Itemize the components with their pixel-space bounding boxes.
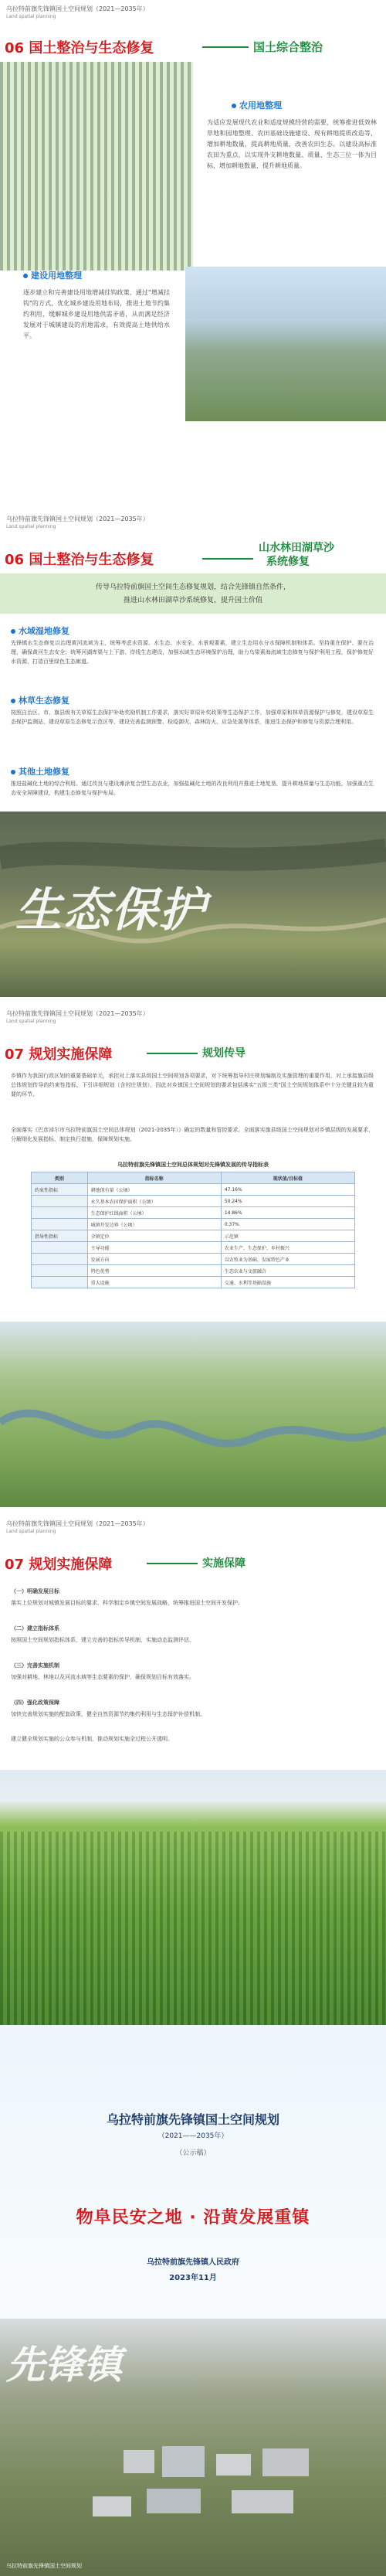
table-cell: 重大设施: [87, 1277, 221, 1288]
page-2: [0, 510, 386, 1005]
heading-label: 水域湿地修复: [19, 626, 69, 636]
table-cell: 永久基本农田保护面积（公顷）: [87, 1196, 221, 1207]
table-cell: 以农牧业为基础、发展特色产业: [221, 1254, 354, 1265]
cover-slogan: 物阜民安之地 · 沿黄发展重镇: [76, 2208, 310, 2227]
section-heading: [11, 624, 69, 637]
table-row: [32, 1196, 355, 1207]
table-header: 指标名称: [87, 1172, 221, 1184]
bullet-icon: [11, 770, 15, 774]
bullet-icon: [11, 699, 15, 703]
indicator-table: [31, 1172, 355, 1288]
table-row: [32, 1277, 355, 1288]
subheading: （一）明确发展目标: [11, 1588, 59, 1594]
bullet-icon: [23, 274, 28, 278]
header-title: 乌拉特前旗先锋镇国土空间规划（2021—2035年）: [6, 516, 149, 522]
divider: [202, 558, 253, 560]
table-title: 乌拉特前旗先锋镇国土空间总体规划对先锋镇发展的传导指标表: [117, 1162, 269, 1168]
table-cell: [32, 1254, 88, 1265]
table-cell: 生态农业与文旅融合: [221, 1265, 354, 1277]
bullet-icon: [11, 629, 15, 634]
body-text-1: 乡镇作为我国行政区划的重要基础单元，承担对上落实县级国土空间规划各项要求，对下统筹指导村庄规划编制及实施管理的重要作用，对上承接旗县级总体规划传导的约束性指标，下引详细规划（含村庄规划），因此对乡镇国土空间规划的要求包括落实"五级三类"国土空间规划体系中十分关键且较为重要的环节。: [11, 1073, 374, 1097]
body-text: 落实上位规划对城镇发展目标的要求，科学制定乡镇空间发展战略，统筹推进国土空间开发保护。: [11, 1600, 243, 1606]
section-heading: [11, 694, 69, 706]
section-text: 逐步建立和完善建设用地增减挂钩政策，通过"增减挂钩"的方式，优化城乡建设用地布局，推进土地节约集约利用，缓解城乡建设用地供需矛盾，从而满足经济发展对于城镇建设的用地需求，有效提高土地供给水平。: [23, 289, 170, 339]
cover-years: （2021——2035年）: [157, 2132, 229, 2140]
header-subtitle: Land spatial planning: [6, 1529, 56, 1534]
table-cell: 交通、水利等基础设施: [221, 1277, 354, 1288]
body-text: 建立健全规划实施的公众参与机制，推动规划实施全过程公开透明。: [11, 1736, 173, 1742]
heading-label: 建设用地整理: [31, 271, 82, 281]
table-header: 类别: [32, 1172, 88, 1184]
page-1: [0, 0, 386, 510]
table-row: [32, 1265, 355, 1277]
cover-date: 2023年11月: [169, 2274, 217, 2282]
overlay-title: 生态保护: [15, 883, 207, 938]
table-row: [32, 1242, 355, 1254]
table-cell: [32, 1242, 88, 1254]
table-row: [32, 1219, 355, 1230]
table-header: 现状值/目标值: [221, 1172, 354, 1184]
ecology-aerial-image: [0, 812, 386, 997]
chapter-right: 规划传导: [202, 1047, 245, 1060]
heading-label: 农用地整理: [239, 100, 282, 111]
header-title: 乌拉特前旗先锋镇国土空间规划（2021—2035年）: [6, 1010, 149, 1017]
cover-label: （公示稿）: [175, 2149, 211, 2157]
chapter-title: 06 国土整治与生态修复: [5, 40, 154, 56]
subheading: （二）建立指标体系: [11, 1625, 59, 1632]
chapter-right-1: 山水林田湖草沙: [259, 542, 334, 554]
table-row: [32, 1230, 355, 1242]
page-3: [0, 1005, 386, 1515]
cover-title: 乌拉特前旗先锋镇国土空间规划: [106, 2112, 279, 2127]
page-4: [0, 1515, 386, 2025]
table-row: [32, 1184, 355, 1196]
cover-page: [0, 2025, 386, 2576]
river-curve: [0, 1322, 386, 1507]
cover-org: 乌拉特前旗先锋镇人民政府: [147, 2258, 239, 2267]
section-text: 先锋镇水生态修复以治理黄河流域为主，统筹考虑水资源、水生态、水安全、水景观要素，建立生态用水分水保障机制和体系。坚持重在保护、要在治理，确保黄河生态安全；统筹河湖库渠与上下游、岸线生态建设，加强水域生态环境保护治理，助力乌梁素海流域生态修复与保护利用工程，保护修复好水资源，打造百里绿色生态廊道。: [11, 640, 374, 665]
table-cell: 全镇定位: [87, 1230, 221, 1242]
chapter-right: 实施保障: [202, 1557, 245, 1570]
header-title: 乌拉特前旗先锋镇国土空间规划（2021—2035年）: [6, 5, 149, 12]
table-cell: 特色优势: [87, 1265, 221, 1277]
intro-band: [0, 573, 386, 614]
table-cell: 农业生产、生态保护、乡村振兴: [221, 1242, 354, 1254]
bullet-icon: [232, 104, 236, 108]
table-cell: [32, 1277, 88, 1288]
table-row: [32, 1207, 355, 1219]
bottom-overlay-title: 先锋镇: [6, 2343, 122, 2387]
heading-label: 其他土地修复: [19, 767, 69, 777]
table-cell: 指导性指标: [32, 1230, 88, 1242]
river-landscape-image: [0, 1322, 386, 1507]
divider: [147, 1563, 198, 1564]
farmland-image: [0, 62, 193, 271]
subheading: （四）强化政策保障: [11, 1700, 59, 1706]
table-cell: 约束性指标: [32, 1184, 88, 1196]
section-heading: [11, 765, 69, 778]
intro-line-2: 推进山水林田湖草沙系统修复，提升国土价值: [123, 597, 262, 604]
header-subtitle: Land spatial planning: [6, 14, 56, 19]
table-cell: 14.86%: [221, 1207, 354, 1219]
table-cell: 0.37%: [221, 1219, 354, 1230]
table-cell: 50.24%: [221, 1196, 354, 1207]
chapter-right-2: 系统修复: [266, 556, 310, 568]
header-subtitle: Land spatial planning: [6, 1019, 56, 1024]
table-cell: 发展方向: [87, 1254, 221, 1265]
body-text: 加快完善规划实施的配套政策，健全自然资源节约集约利用与生态保护补偿机制。: [11, 1711, 205, 1717]
chapter-title: 07 规划实施保障: [5, 1046, 113, 1063]
chapter-right: 国土综合整治: [253, 40, 323, 54]
body-text-2: 全面落实《巴彦淖尔市乌拉特前旗国土空间总体规划（2021-2035年）》确定的数量和管控要求。全面落实旗县级国土空间规划对乡镇层级的发展要求，分解细化发展指标，制定执行措施，保障规划实施。: [11, 1127, 374, 1142]
village-image: [185, 267, 386, 421]
section-text: 为适应发展现代农业和适度规模经营的需要，统筹推进低效林草地和园地整理、农田基础设施建设、现有耕地提质改造等，增加耕地数量，提高耕地质量，改善农田生态。以建设高标准农田为重点，以实现外支耕地数量、质量、生态三位一体为目标，增加耕地数量，提升耕地质量。: [207, 119, 377, 169]
crop-rows: [0, 1832, 386, 2025]
table-cell: [32, 1219, 88, 1230]
section-heading: [23, 269, 82, 281]
section-heading: [232, 99, 282, 111]
table-row: [32, 1254, 355, 1265]
intro-line-1: 传导乌拉特前旗国土空间生态修复规划，结合先锋镇自然条件，: [95, 584, 290, 591]
body-text: 加强对耕地、林地以及河流水域等生态要素的保护，确保规划目标有效落实。: [11, 1674, 195, 1680]
table-cell: [32, 1196, 88, 1207]
table-cell: 47.16%: [221, 1184, 354, 1196]
divider: [147, 1053, 198, 1054]
footer-text: 乌拉特前旗先锋镇国土空间规划: [6, 2563, 82, 2569]
table-cell: 耕地保有量（公顷）: [87, 1184, 221, 1196]
header-title: 乌拉特前旗先锋镇国土空间规划（2021—2035年）: [6, 1520, 149, 1527]
header-subtitle: Land spatial planning: [6, 524, 56, 529]
subheading: （三）完善实施机制: [11, 1662, 59, 1669]
body-text: 按照国土空间规划指标体系，建立完善的指标传导机制，实施动态监测评估。: [11, 1637, 195, 1643]
table-cell: [32, 1265, 88, 1277]
section-text: 按照自治区、市、旗县级有关草原生态保护补助奖励机制工作要求，落实好草原补奖政策等生态保护工作，加强草原和林草资源保护与修复，建设草原生态保护监测站、建设草原生态修复示范区等，建设完善监测预警、检疫御灾、森林防火、应急处置等体系，推进生态保护和修复与资源合理利用。: [11, 710, 374, 725]
table-cell: 示范镇: [221, 1230, 354, 1242]
heading-label: 林草生态修复: [19, 696, 69, 706]
chapter-title: 06 国土整治与生态修复: [5, 552, 154, 568]
table-cell: 城镇开发边界（公顷）: [87, 1219, 221, 1230]
chapter-title: 07 规划实施保障: [5, 1557, 113, 1573]
divider: [202, 46, 249, 48]
cornfield-image: [0, 1770, 386, 2025]
table-cell: 主导功能: [87, 1242, 221, 1254]
table-cell: [32, 1207, 88, 1219]
town-aerial-image: [0, 2319, 386, 2576]
section-text: 推进盐碱化土地的综合利用。通过改良与建设滩涂复合型生态农业，加强盐碱化土地的改良利用并推进土地复垦，提升耕地质量与生态功能，加强重点生态安全屏障建设，构建生态修复与保护布局。: [11, 781, 374, 796]
table-cell: 生态保护红线面积（公顷）: [87, 1207, 221, 1219]
